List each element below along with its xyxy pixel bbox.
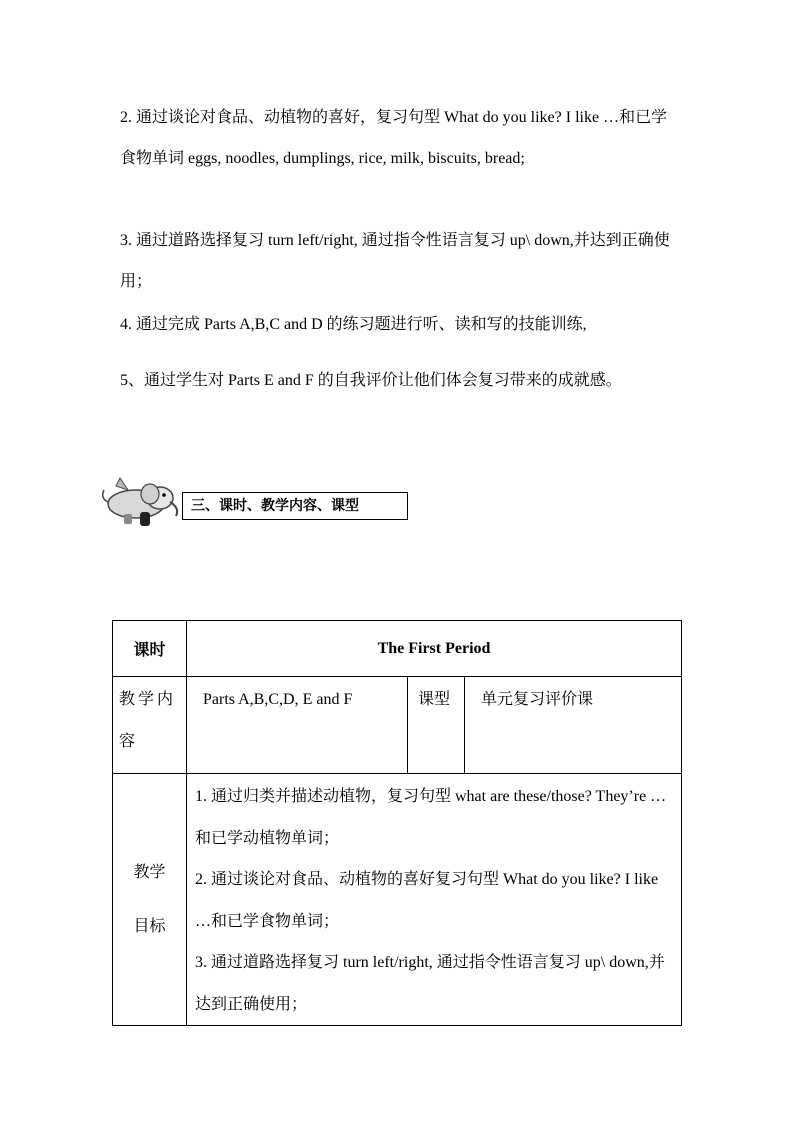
goals-list	[187, 774, 682, 1026]
content-value: Parts A,B,C,D, E and F	[187, 677, 408, 774]
objective-paragraph-2: 2. 通过谈论对食品、动植物的喜好，复习句型 What do you like? I like …和已学食物单词 eggs, noodles, dumplings, rice, milk, biscuits, bread;	[120, 109, 668, 167]
period-value: The First Period	[187, 621, 682, 677]
goal-item: 3. 通过道路选择复习 turn left/right, 通过指令性语言复习 up\ down,并达到正确使用；	[195, 954, 665, 1013]
lesson-plan-table	[112, 620, 682, 1026]
goals-label: 教学 目标	[113, 774, 187, 1026]
section-heading: 三、课时、教学内容、课型	[182, 492, 408, 520]
goal-item: 2. 通过谈论对食品、动植物的喜好复习句型 What do you like? I like …和已学食物单词；	[195, 871, 659, 930]
objective-paragraph-5: 5、通过学生对 Parts E and F 的自我评价让他们体会复习带来的成就感。	[120, 372, 622, 389]
period-label: 课时	[113, 621, 187, 677]
elephant-mascot-icon	[98, 472, 182, 532]
objective-paragraph-4: 4. 通过完成 Parts A,B,C and D 的练习题进行听、读和写的技能训练,	[120, 316, 587, 333]
type-label: 课型	[408, 677, 465, 774]
goal-item: 1. 通过归类并描述动植物，复习句型 what are these/those? They’re …和已学动植物单词；	[195, 788, 667, 847]
objective-paragraph-3: 3. 通过道路选择复习 turn left/right, 通过指令性语言复习 up\ down,并达到正确使用；	[120, 232, 670, 290]
content-label: 教学内容	[113, 677, 187, 774]
type-value: 单元复习评价课	[465, 677, 682, 774]
